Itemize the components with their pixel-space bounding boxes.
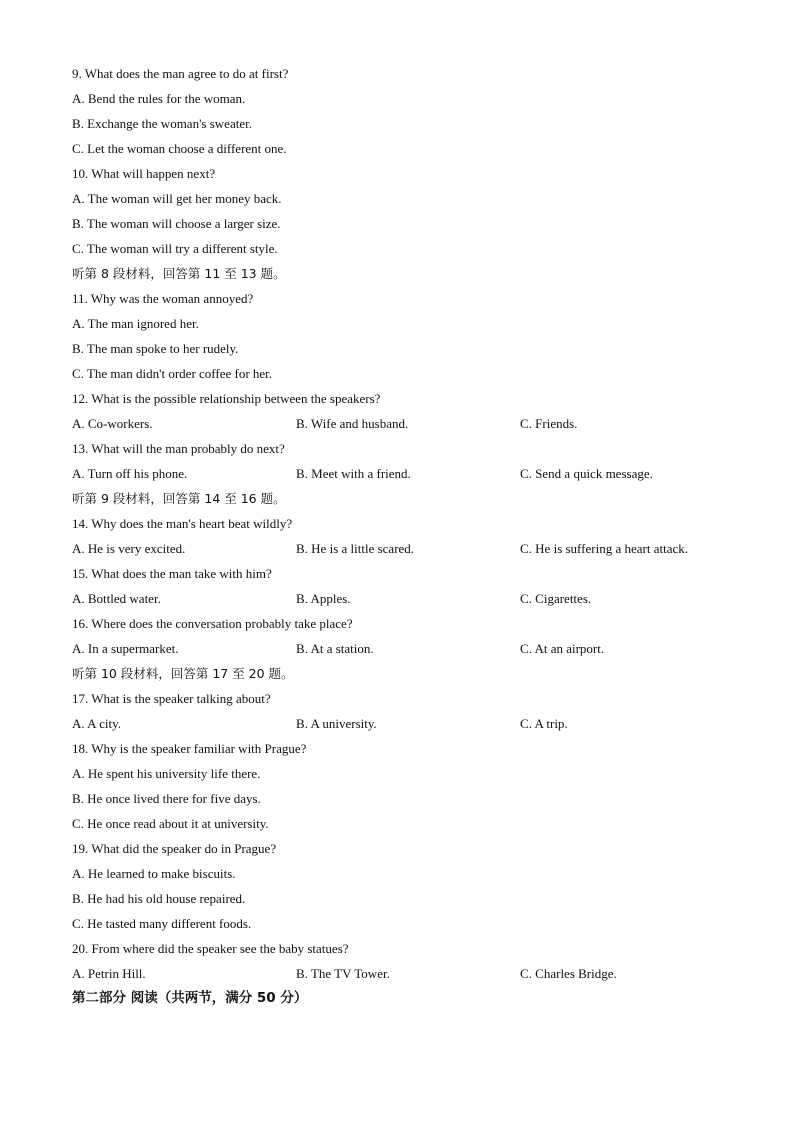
option-c: C. A trip.	[520, 716, 568, 731]
option-b: B. The TV Tower.	[296, 966, 390, 981]
option-b: B. Wife and husband.	[296, 416, 409, 431]
option-text: C. He once read about it at university.	[72, 816, 269, 831]
option-text: A. The woman will get her money back.	[72, 191, 282, 206]
option-row	[72, 714, 752, 739]
option-a: A. In a supermarket.	[72, 641, 179, 656]
section-instruction: 听第 8 段材料，回答第 11 至 13 题。	[72, 266, 286, 281]
option-text: A. He spent his university life there.	[72, 766, 261, 781]
option-row	[72, 639, 752, 664]
option-a: A. Petrin Hill.	[72, 966, 146, 981]
option-row	[72, 414, 752, 439]
option-a: A. Bottled water.	[72, 591, 161, 606]
option-a: A. A city.	[72, 716, 121, 731]
option-text: C. Let the woman choose a different one.	[72, 141, 287, 156]
question-text: 9. What does the man agree to do at first?	[72, 66, 289, 81]
option-text: A. The man ignored her.	[72, 316, 199, 331]
question-text: 17. What is the speaker talking about?	[72, 691, 271, 706]
option-row	[72, 589, 752, 614]
option-b: B. Apples.	[296, 591, 351, 606]
question-text: 14. Why does the man's heart beat wildly?	[72, 516, 293, 531]
option-text: B. The man spoke to her rudely.	[72, 341, 239, 356]
option-c: C. He is suffering a heart attack.	[520, 541, 688, 556]
option-row	[72, 539, 752, 564]
option-b: B. At a station.	[296, 641, 374, 656]
option-b: B. He is a little scared.	[296, 541, 415, 556]
option-row	[72, 464, 752, 489]
question-text: 11. Why was the woman annoyed?	[72, 291, 254, 306]
question-text: 13. What will the man probably do next?	[72, 441, 285, 456]
option-text: A. He learned to make biscuits.	[72, 866, 236, 881]
part-heading: 第二部分 阅读（共两节，满分 50 分）	[72, 990, 308, 1006]
option-c: C. At an airport.	[520, 641, 605, 656]
section-instruction: 听第 10 段材料，回答第 17 至 20 题。	[72, 666, 294, 681]
option-c: C. Send a quick message.	[520, 466, 653, 481]
option-text: C. The man didn't order coffee for her.	[72, 366, 273, 381]
question-text: 12. What is the possible relationship between the speakers?	[72, 391, 381, 406]
option-a: A. Turn off his phone.	[72, 466, 188, 481]
option-c: C. Charles Bridge.	[520, 966, 617, 981]
question-text: 19. What did the speaker do in Prague?	[72, 841, 277, 856]
option-b: B. A university.	[296, 716, 377, 731]
option-text: A. Bend the rules for the woman.	[72, 91, 246, 106]
section-instruction: 听第 9 段材料，回答第 14 至 16 题。	[72, 491, 286, 506]
document-page	[72, 64, 752, 1014]
option-text: B. Exchange the woman's sweater.	[72, 116, 252, 131]
option-row	[72, 964, 752, 989]
question-text: 16. Where does the conversation probably take place?	[72, 616, 353, 631]
question-text: 18. Why is the speaker familiar with Prague?	[72, 741, 307, 756]
option-text: C. He tasted many different foods.	[72, 916, 252, 931]
question-text: 15. What does the man take with him?	[72, 566, 272, 581]
option-b: B. Meet with a friend.	[296, 466, 411, 481]
option-c: C. Friends.	[520, 416, 578, 431]
option-c: C. Cigarettes.	[520, 591, 592, 606]
option-text: B. He once lived there for five days.	[72, 791, 261, 806]
option-a: A. Co-workers.	[72, 416, 153, 431]
option-text: B. The woman will choose a larger size.	[72, 216, 281, 231]
question-text: 10. What will happen next?	[72, 166, 216, 181]
option-a: A. He is very excited.	[72, 541, 186, 556]
option-text: C. The woman will try a different style.	[72, 241, 278, 256]
question-text: 20. From where did the speaker see the baby statues?	[72, 941, 349, 956]
option-text: B. He had his old house repaired.	[72, 891, 246, 906]
